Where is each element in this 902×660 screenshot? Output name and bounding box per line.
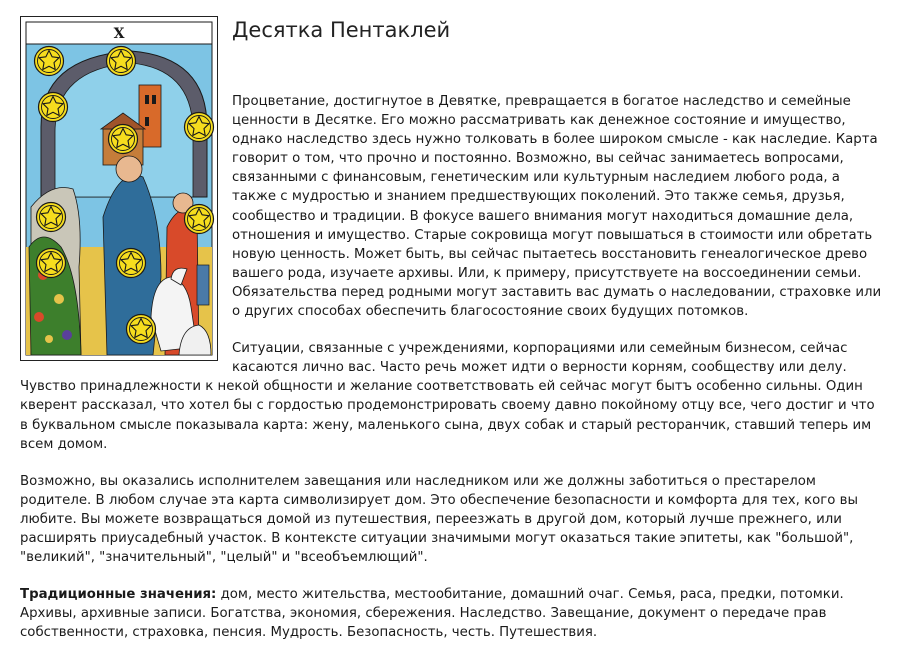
card-numeral: X — [113, 26, 125, 42]
article-title: Десятка Пентаклей — [232, 18, 451, 42]
article — [20, 10, 882, 660]
traditional-meanings-text: дом, место жительства, местообитание, домашний очаг. Семья, раса, предки, потомки. Архивы, архивные записи. Богатства, экономия, сбережения. Наследство. Завещание, документ о передаче прав собственности, страховка, пенсия. Мудрость. Безопасность, честь. Путешествия. — [20, 587, 844, 641]
traditional-meanings-label: Традиционные значения: — [20, 587, 217, 603]
tarot-card-illustration — [21, 17, 217, 360]
ten-of-pentacles-card-image — [20, 16, 218, 361]
paragraph-1: Процветание, достигнутое в Девятке, превращается в богатое наследство и семейные ценности в Десятке. Его можно рассматривать как денежное состояние и имущество, однако наследство здесь нужно толковать в более широком смысле - как наследие. Карта говорит о том, что прочно и постоянно. Возможно, вы сейчас занимаетесь вопросами, связанными с финансовым, генетическим или культурным наследием любого рода, а также с мудростью и знанием предшествующих поколений. Это также семья, друзья, сообщество и традиции. В фокусе вашего внимания могут находиться домашние дела, отношения и имущество. Старые сокровища могут повышаться в стоимости или обретать новую ценность. Может быть, вы сейчас пытаетесь восстановить генеалогическое древо вашего рода, изучаете архивы. Или, к примеру, присутствуете на воссоединении семьи. Обязательства перед родными могут заставить вас думать о наследовании, страховке или о других способах обеспечить благосостояние своих будущих потомков. — [232, 94, 882, 320]
traditional-meanings — [20, 585, 882, 642]
paragraph-2: Ситуации, связанные с учреждениями, корпорациями или семейным бизнесом, сейчас касаются лично вас. Часто речь может идти о верности корням, сообществу или делу. Чувство принадлежности к некой общности и желание соответствовать ей сейчас могут бытъ особенно сильны. Один кверент рассказал, что хотел бы с гордостью продемонстрировать своему давно покойному отцу все, чего достиг и что в буквальном смысле показывала карта: жену, маленького сына, двух собак и старый ресторанчик, ставший теперь им всем домом. — [20, 341, 875, 452]
paragraph-3: Возможно, вы оказались исполнителем завещания или наследником или же должны заботиться о престарелом родителе. В любом случае эта карта символизирует дом. Это обеспечение безопасности и комфорта для тех, кого вы любите. Вы можете возвращаться домой из путешествия, переезжать в другой дом, который лучше прежнего, или расширять приусадебный участок. В контексте ситуации значимыми могут оказаться такие эпитеты, как "большой", "великий", "значительный", "целый" и "всеобъемлющий". — [20, 473, 858, 566]
